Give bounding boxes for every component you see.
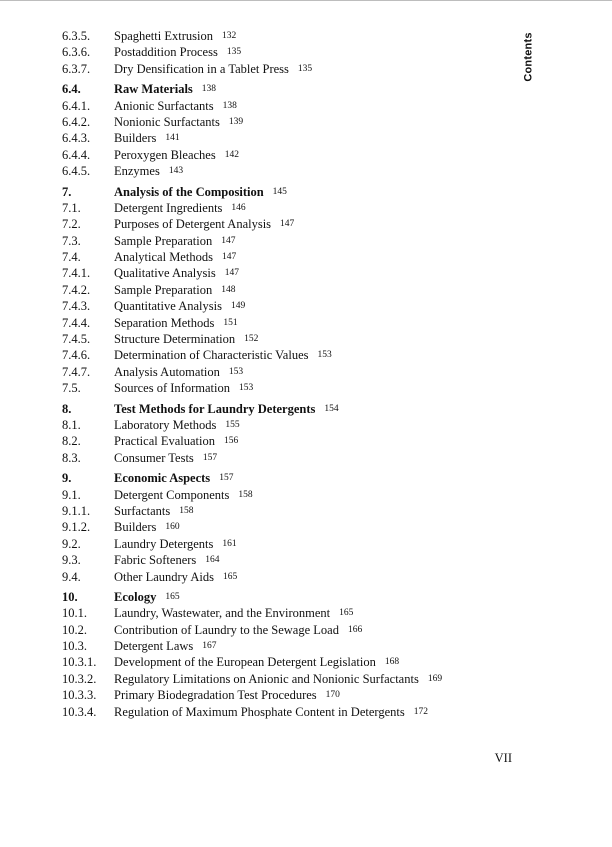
section-number: 7.1. bbox=[62, 200, 81, 215]
section-title: Analysis of the Composition bbox=[114, 184, 264, 199]
section-title: Regulation of Maximum Phosphate Content in Detergents bbox=[114, 704, 405, 719]
section-number: 7.4.1. bbox=[62, 266, 91, 281]
section-title: Laundry, Wastewater, and the Environment bbox=[114, 606, 331, 621]
section-number: 8.2. bbox=[62, 434, 81, 449]
section-number: 9.1. bbox=[62, 487, 81, 502]
toc-section bbox=[62, 184, 512, 397]
page-reference: 153 bbox=[317, 350, 332, 361]
section-title: Test Methods for Laundry Detergents bbox=[114, 401, 316, 416]
section-number: 9.4. bbox=[62, 569, 81, 584]
section-number: 10. bbox=[62, 589, 78, 604]
page-reference: 153 bbox=[228, 366, 244, 377]
toc-entry bbox=[62, 163, 512, 179]
section-title: Determination of Characteristic Values bbox=[114, 348, 309, 363]
page-reference: 147 bbox=[221, 252, 237, 263]
toc-entry bbox=[62, 98, 512, 114]
section-number: 10.2. bbox=[62, 622, 87, 637]
toc-entry bbox=[62, 233, 512, 249]
page-reference: 160 bbox=[165, 522, 180, 533]
section-number: 7.3. bbox=[62, 233, 81, 248]
section-number: 6.4.5. bbox=[62, 164, 91, 179]
section-title: Builders bbox=[114, 520, 157, 535]
toc-chapter-heading bbox=[62, 184, 512, 200]
page-reference: 143 bbox=[168, 166, 184, 177]
toc-entry bbox=[62, 249, 512, 265]
toc-entry bbox=[62, 265, 512, 281]
section-number: 7.4.7. bbox=[62, 364, 91, 379]
toc-entry bbox=[62, 654, 512, 670]
page-reference: 147 bbox=[280, 219, 295, 230]
section-number: 9.3. bbox=[62, 553, 81, 568]
toc-entry bbox=[62, 552, 512, 568]
section-number: 6.4.1. bbox=[62, 98, 91, 113]
page-reference: 153 bbox=[238, 383, 254, 394]
section-number: 6.4.4. bbox=[62, 147, 91, 162]
section-number: 7.4.6. bbox=[62, 348, 91, 363]
section-title: Raw Materials bbox=[114, 82, 193, 97]
toc-chapter-heading bbox=[62, 401, 512, 417]
toc-entry bbox=[62, 638, 512, 654]
section-number: 7.4.4. bbox=[62, 315, 91, 330]
toc-section bbox=[62, 470, 512, 585]
section-title: Surfactants bbox=[114, 503, 171, 518]
section-title: Anionic Surfactants bbox=[114, 98, 214, 113]
toc-entry bbox=[62, 487, 512, 503]
page-reference: 165 bbox=[339, 608, 354, 619]
section-number: 10.3.3. bbox=[62, 688, 97, 703]
section-number: 9. bbox=[62, 471, 72, 486]
section-title: Sample Preparation bbox=[114, 233, 213, 248]
toc-entry bbox=[62, 114, 512, 130]
section-title: Detergent Ingredients bbox=[114, 200, 223, 215]
toc-entry bbox=[62, 605, 512, 621]
table-of-contents bbox=[62, 28, 512, 720]
page-reference: 146 bbox=[231, 202, 246, 213]
section-title: Qualitative Analysis bbox=[114, 266, 216, 281]
section-title: Detergent Components bbox=[114, 487, 230, 502]
toc-entry bbox=[62, 622, 512, 638]
section-title: Consumer Tests bbox=[114, 450, 194, 465]
page-reference: 165 bbox=[222, 571, 238, 582]
section-number: 7.4.3. bbox=[62, 299, 91, 314]
running-head-text: Contents bbox=[523, 32, 536, 82]
section-number: 10.3.4. bbox=[62, 704, 97, 719]
toc-entry bbox=[62, 282, 512, 298]
section-number: 8. bbox=[62, 401, 72, 416]
page-reference: 138 bbox=[201, 84, 217, 95]
page-reference: 135 bbox=[297, 63, 313, 74]
top-rule bbox=[0, 0, 612, 1]
page-reference: 165 bbox=[165, 591, 180, 602]
section-number: 9.2. bbox=[62, 536, 81, 551]
toc-entry bbox=[62, 433, 512, 449]
page-reference: 141 bbox=[165, 133, 180, 144]
toc-entry bbox=[62, 44, 512, 60]
toc-entry bbox=[62, 28, 512, 44]
section-number: 10.1. bbox=[62, 606, 87, 621]
page-reference: 138 bbox=[222, 100, 237, 111]
section-title: Contribution of Laundry to the Sewage Load bbox=[114, 622, 339, 637]
section-number: 9.1.2. bbox=[62, 520, 91, 535]
section-number: 7. bbox=[62, 184, 72, 199]
toc-entry bbox=[62, 347, 512, 363]
section-title: Regulatory Limitations on Anionic and Nonionic Surfactants bbox=[114, 671, 419, 686]
toc-entry bbox=[62, 380, 512, 396]
section-title: Postaddition Process bbox=[114, 45, 218, 60]
section-title: Peroxygen Bleaches bbox=[114, 147, 216, 162]
section-number: 10.3.2. bbox=[62, 671, 97, 686]
page-reference: 158 bbox=[238, 489, 253, 500]
toc-entry bbox=[62, 364, 512, 380]
page-reference: 169 bbox=[427, 673, 443, 684]
toc-entry bbox=[62, 216, 512, 232]
page-reference: 149 bbox=[230, 301, 246, 312]
section-number: 7.4. bbox=[62, 250, 81, 265]
toc-entry bbox=[62, 536, 512, 552]
toc-entry bbox=[62, 519, 512, 535]
section-number: 6.4.2. bbox=[62, 114, 91, 129]
page-number: VII bbox=[494, 751, 512, 765]
section-title: Fabric Softeners bbox=[114, 553, 197, 568]
toc-chapter-heading bbox=[62, 470, 512, 486]
page-reference: 147 bbox=[221, 235, 236, 246]
section-number: 7.2. bbox=[62, 217, 81, 232]
page-reference: 157 bbox=[219, 473, 234, 484]
page-reference: 142 bbox=[224, 149, 239, 160]
page-reference: 168 bbox=[384, 657, 400, 668]
page-reference: 166 bbox=[347, 624, 363, 635]
page-reference: 172 bbox=[413, 706, 428, 717]
section-title: Purposes of Detergent Analysis bbox=[114, 217, 272, 232]
section-number: 9.1.1. bbox=[62, 503, 91, 518]
section-title: Quantitative Analysis bbox=[114, 299, 222, 314]
section-title: Dry Densification in a Tablet Press bbox=[114, 61, 289, 76]
section-number: 8.1. bbox=[62, 417, 81, 432]
page-reference: 154 bbox=[324, 403, 339, 414]
toc-entry bbox=[62, 147, 512, 163]
page-reference: 132 bbox=[221, 31, 237, 41]
section-title: Detergent Laws bbox=[114, 639, 194, 654]
section-number: 6.4.3. bbox=[62, 131, 91, 146]
page-reference: 152 bbox=[244, 334, 259, 345]
page-reference: 151 bbox=[223, 317, 238, 328]
toc-entry bbox=[62, 298, 512, 314]
section-title: Structure Determination bbox=[114, 332, 236, 347]
toc-section bbox=[62, 589, 512, 720]
toc-entry bbox=[62, 200, 512, 216]
toc-chapter-heading bbox=[62, 589, 512, 605]
running-head bbox=[520, 31, 538, 83]
section-title: Ecology bbox=[114, 589, 157, 604]
toc-entry bbox=[62, 569, 512, 585]
section-title: Builders bbox=[114, 131, 157, 146]
section-title: Enzymes bbox=[114, 164, 160, 179]
page-reference: 158 bbox=[179, 505, 194, 516]
section-number: 7.4.2. bbox=[62, 282, 91, 297]
section-number: 8.3. bbox=[62, 450, 81, 465]
section-title: Laundry Detergents bbox=[114, 536, 214, 551]
section-number: 6.3.7. bbox=[62, 61, 91, 76]
section-title: Spaghetti Extrusion bbox=[114, 29, 213, 43]
toc-entry bbox=[62, 687, 512, 703]
section-title: Practical Evaluation bbox=[114, 434, 216, 449]
toc-entry bbox=[62, 704, 512, 720]
toc-entry bbox=[62, 503, 512, 519]
page-reference: 145 bbox=[272, 186, 287, 197]
page-reference: 147 bbox=[224, 268, 239, 279]
toc-chapter-heading bbox=[62, 81, 512, 97]
section-title: Analytical Methods bbox=[114, 250, 213, 265]
toc-entry bbox=[62, 671, 512, 687]
page-reference: 161 bbox=[222, 538, 237, 549]
page-reference: 156 bbox=[224, 436, 239, 447]
toc-entry bbox=[62, 450, 512, 466]
page-reference: 157 bbox=[202, 452, 218, 463]
section-title: Sources of Information bbox=[114, 381, 230, 396]
toc-entry bbox=[62, 61, 512, 77]
page-reference: 135 bbox=[226, 47, 242, 58]
page-reference: 170 bbox=[325, 690, 340, 701]
section-number: 6.4. bbox=[62, 82, 81, 97]
section-title: Economic Aspects bbox=[114, 471, 211, 486]
page-reference: 164 bbox=[205, 555, 220, 566]
toc-section bbox=[62, 401, 512, 467]
section-title: Other Laundry Aids bbox=[114, 569, 214, 584]
toc-entry bbox=[62, 315, 512, 331]
toc-section bbox=[62, 28, 512, 77]
section-number: 10.3. bbox=[62, 639, 87, 654]
section-number: 10.3.1. bbox=[62, 655, 97, 670]
section-number: 7.5. bbox=[62, 381, 81, 396]
toc-entry bbox=[62, 130, 512, 146]
section-number: 6.3.6. bbox=[62, 45, 91, 60]
page-reference: 167 bbox=[202, 641, 217, 652]
toc-section bbox=[62, 81, 512, 179]
section-title: Development of the European Detergent Legislation bbox=[114, 655, 376, 670]
section-number: 6.3.5. bbox=[62, 29, 91, 43]
section-number: 7.4.5. bbox=[62, 332, 91, 347]
section-title: Nonionic Surfactants bbox=[114, 114, 220, 129]
page-reference: 139 bbox=[228, 116, 244, 127]
section-title: Analysis Automation bbox=[114, 364, 220, 379]
section-title: Laboratory Methods bbox=[114, 417, 217, 432]
page-reference: 155 bbox=[225, 419, 240, 430]
toc-entry bbox=[62, 417, 512, 433]
section-title: Separation Methods bbox=[114, 315, 215, 330]
page-reference: 148 bbox=[221, 284, 236, 295]
toc-entry bbox=[62, 331, 512, 347]
section-title: Sample Preparation bbox=[114, 282, 213, 297]
section-title: Primary Biodegradation Test Procedures bbox=[114, 688, 317, 703]
